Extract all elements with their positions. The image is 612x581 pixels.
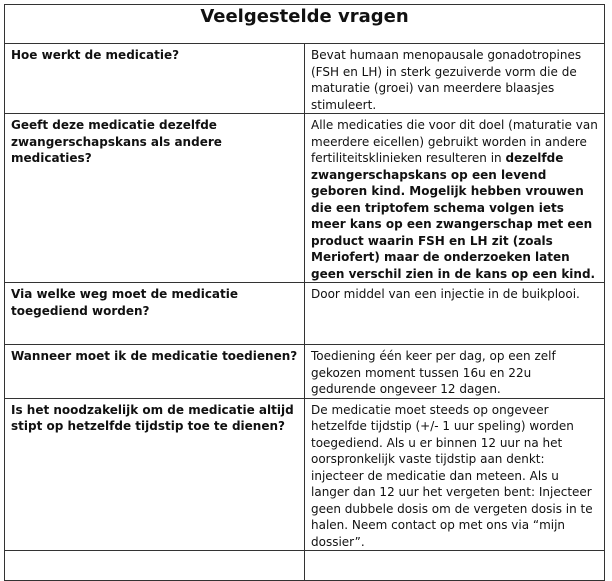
table-row bbox=[5, 398, 605, 551]
table-row bbox=[5, 345, 605, 399]
answer-text: Alle medicaties die voor dit doel (maturatie van meerdere eicellen) gebruikt worden in andere fertiliteitsklinieken resulteren in bbox=[311, 118, 598, 165]
answer-bold-text: dezelfde zwangerschapskans op een levend geboren kind. Mogelijk hebben vrouwen die een triptofem schema volgen iets meer kans op een zwangerschap met een product waarin FSH en LH zit (zoals Meriofert) maar de onderzoeken laten geen verschil zien in de kans op een kind. bbox=[311, 151, 596, 281]
table-row bbox=[5, 283, 605, 345]
answer-cell: Toediening één keer per dag, op een zelf gekozen moment tussen 16u en 22u gedurende ongeveer 12 dagen. bbox=[305, 345, 605, 399]
question-cell: Via welke weg moet de medicatie toegediend worden? bbox=[5, 283, 305, 345]
question-cell bbox=[5, 551, 305, 581]
title-row bbox=[5, 5, 605, 44]
table-title: Veelgestelde vragen bbox=[5, 5, 605, 44]
answer-cell bbox=[305, 114, 605, 283]
table-row-cut-off bbox=[5, 551, 605, 581]
question-cell: Wanneer moet ik de medicatie toedienen? bbox=[5, 345, 305, 399]
answer-cell: De medicatie moet steeds op ongeveer hetzelfde tijdstip (+/- 1 uur speling) worden toegediend. Als u er binnen 12 uur na het oorspronkelijk vaste tijdstip aan denkt: injecteer de medicatie dan meteen. Als u langer dan 12 uur het vergeten bent: Injecteer geen dubbele dosis om de vergeten dosis in te halen. Neem contact op met ons via “mijn dossier”. bbox=[305, 398, 605, 551]
faq-table bbox=[4, 4, 605, 581]
question-cell: Geeft deze medicatie dezelfde zwangerschapskans als andere medicaties? bbox=[5, 114, 305, 283]
question-cell: Hoe werkt de medicatie? bbox=[5, 44, 305, 114]
answer-cell: Bevat humaan menopausale gonadotropines (FSH en LH) in sterk gezuiverde vorm die de maturatie (groei) van meerdere blaasjes stimuleert. bbox=[305, 44, 605, 114]
question-cell: Is het noodzakelijk om de medicatie altijd stipt op hetzelfde tijdstip toe te dienen? bbox=[5, 398, 305, 551]
table-row bbox=[5, 114, 605, 283]
answer-cell: Door middel van een injectie in de buikplooi. bbox=[305, 283, 605, 345]
table-row bbox=[5, 44, 605, 114]
answer-cell bbox=[305, 551, 605, 581]
